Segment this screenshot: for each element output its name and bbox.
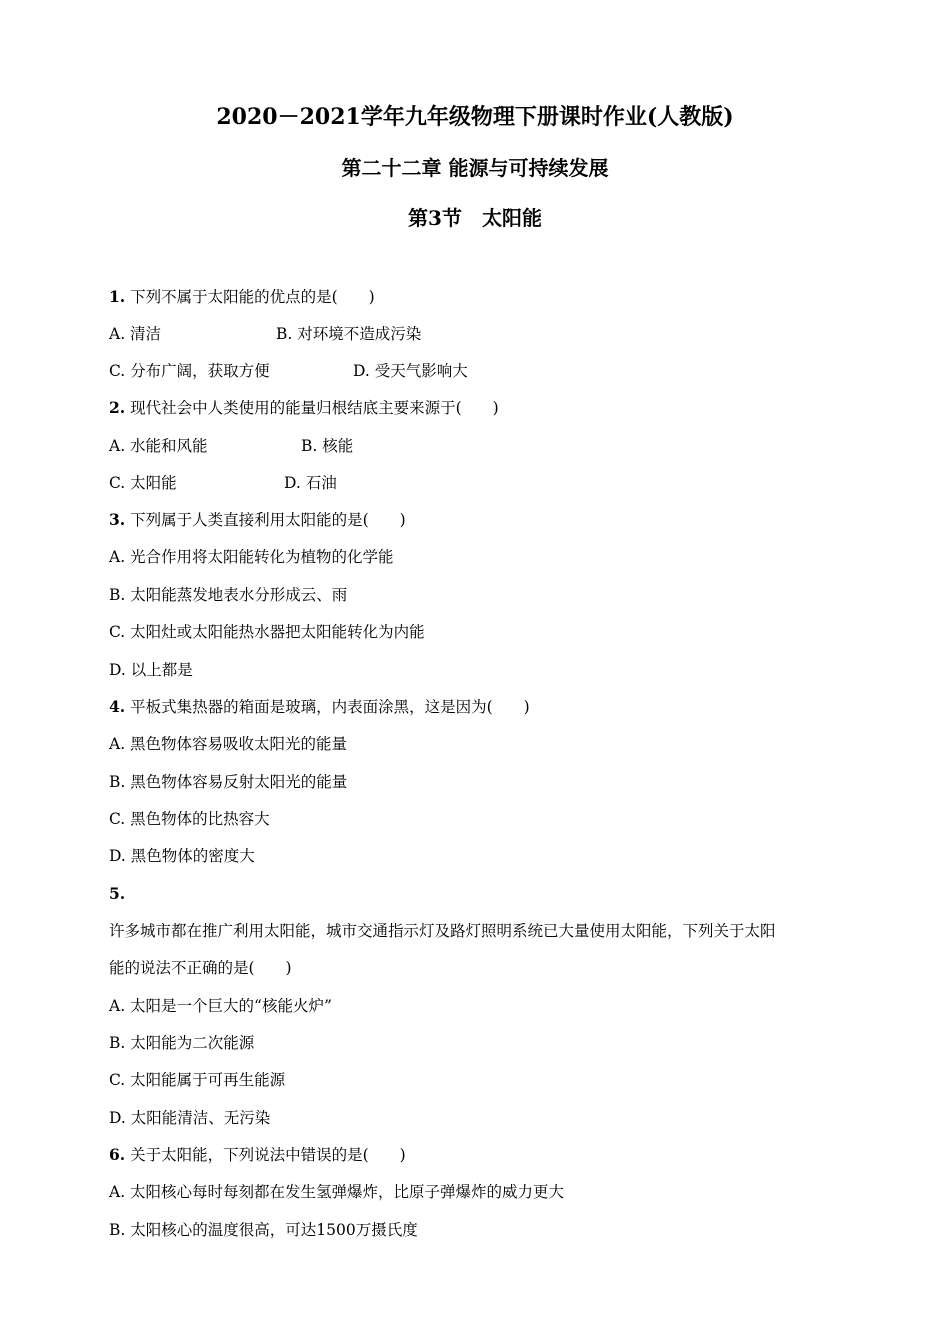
question-text: 现代社会中人类使用的能量归根结底主要来源于( )	[130, 399, 499, 417]
section-title: 第3节 太阳能	[408, 206, 542, 230]
question-number: 2.	[109, 398, 126, 417]
question-number: 6.	[109, 1145, 126, 1164]
option-a: A. 太阳核心每时每刻都在发生氢弹爆炸，比原子弹爆炸的威力更大	[109, 1183, 565, 1201]
option-d: D. 石油	[284, 474, 337, 492]
option-c: C. 太阳能	[109, 474, 177, 492]
option-d: D. 受天气影响大	[353, 362, 468, 380]
option-b: B. 黑色物体容易反射太阳光的能量	[109, 773, 348, 791]
option-b: B. 太阳能为二次能源	[109, 1034, 255, 1052]
question-3-stem	[109, 510, 406, 530]
question-number: 3.	[109, 510, 126, 529]
option-a: A. 水能和风能	[109, 437, 208, 455]
question-2-options-row-1	[109, 436, 809, 456]
question-5-stem-line-1: 许多城市都在推广利用太阳能，城市交通指示灯及路灯照明系统已大量使用太阳能，下列关于太阳	[109, 922, 776, 940]
question-text: 平板式集热器的箱面是玻璃，内表面涂黑，这是因为( )	[130, 698, 530, 716]
option-d: D. 太阳能清洁、无污染	[109, 1109, 271, 1127]
question-1-options-row-2	[109, 361, 809, 381]
question-6-stem	[109, 1145, 406, 1165]
option-d: D. 以上都是	[109, 661, 193, 679]
option-b: B. 太阳能蒸发地表水分形成云、雨	[109, 586, 348, 604]
option-b: B. 核能	[301, 437, 354, 455]
option-a: A. 太阳是一个巨大的“核能火炉”	[109, 997, 332, 1015]
option-c: C. 太阳灶或太阳能热水器把太阳能转化为内能	[109, 623, 425, 641]
question-number: 5.	[109, 884, 126, 903]
question-text: 关于太阳能，下列说法中错误的是( )	[130, 1146, 406, 1164]
document-title: 2020－2021学年九年级物理下册课时作业(人教版)	[216, 104, 734, 130]
question-1-options-row-1	[109, 324, 809, 344]
question-1-stem	[109, 287, 375, 307]
question-4-stem	[109, 697, 530, 717]
question-5-stem-line-2: 能的说法不正确的是( )	[109, 959, 292, 977]
chapter-title: 第二十二章 能源与可持续发展	[341, 156, 609, 180]
option-b: B. 对环境不造成污染	[276, 325, 422, 343]
option-c: C. 太阳能属于可再生能源	[109, 1071, 286, 1089]
question-number: 1.	[109, 287, 126, 306]
option-c: C. 黑色物体的比热容大	[109, 810, 270, 828]
option-d: D. 黑色物体的密度大	[109, 847, 255, 865]
question-2-options-row-2	[109, 473, 809, 493]
question-text: 下列不属于太阳能的优点的是( )	[130, 288, 375, 306]
option-a: A. 黑色物体容易吸收太阳光的能量	[109, 735, 348, 753]
option-a: A. 清洁	[109, 325, 162, 343]
question-5-number	[109, 884, 125, 904]
option-c: C. 分布广阔，获取方便	[109, 362, 270, 380]
question-number: 4.	[109, 697, 126, 716]
option-b: B. 太阳核心的温度很高，可达1500万摄氏度	[109, 1221, 418, 1239]
question-text: 下列属于人类直接利用太阳能的是( )	[130, 511, 406, 529]
option-a: A. 光合作用将太阳能转化为植物的化学能	[109, 548, 394, 566]
question-2-stem	[109, 398, 499, 418]
